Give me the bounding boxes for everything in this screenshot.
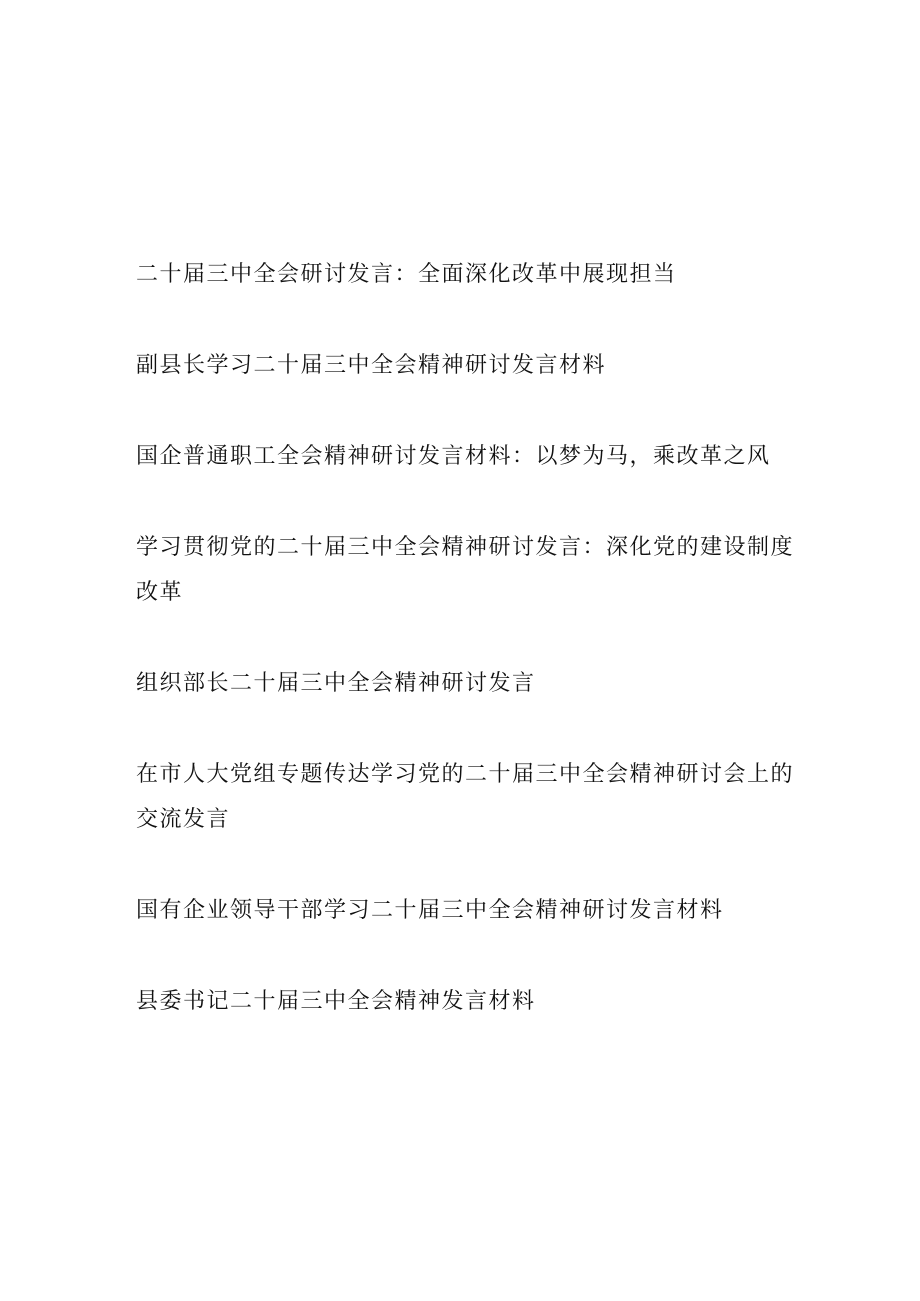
list-item: 二十届三中全会研讨发言：全面深化改革中展现担当 bbox=[136, 262, 677, 287]
list-item: 国有企业领导干部学习二十届三中全会精神研讨发言材料 bbox=[136, 898, 724, 923]
list-item: 组织部长二十届三中全会精神研讨发言 bbox=[136, 671, 536, 696]
list-item: 县委书记二十届三中全会精神发言材料 bbox=[136, 989, 536, 1014]
list-item: 学习贯彻党的二十届三中全会精神研讨发言：深化党的建设制度改革 bbox=[136, 535, 795, 605]
title-list bbox=[136, 252, 796, 1070]
list-item: 副县长学习二十届三中全会精神研讨发言材料 bbox=[136, 353, 607, 378]
list-item: 在市人大党组专题传达学习党的二十届三中全会精神研讨会上的交流发言 bbox=[136, 762, 795, 832]
list-item: 国企普通职工全会精神研讨发言材料：以梦为马，乘改革之风 bbox=[136, 444, 771, 469]
